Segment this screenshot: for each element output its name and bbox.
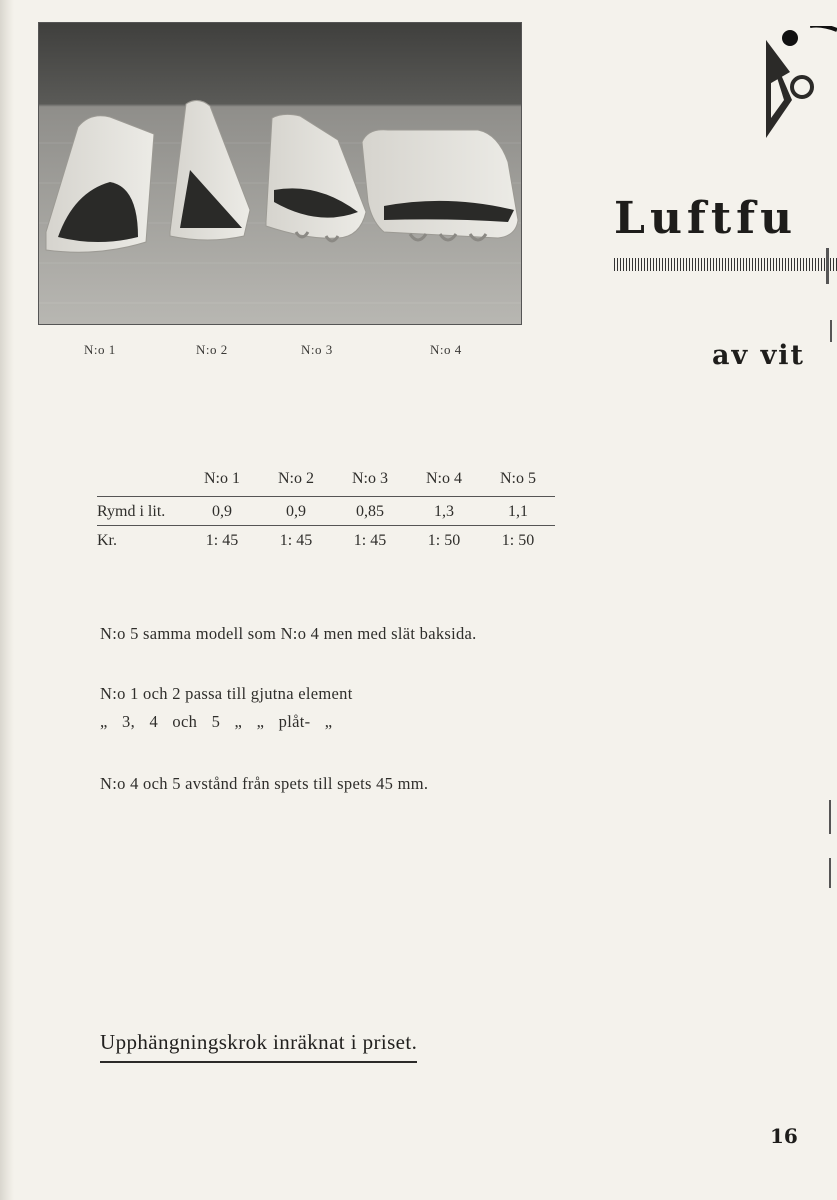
decorative-rule bbox=[614, 258, 837, 271]
table-cell: 0,9 bbox=[185, 497, 259, 526]
column-header: N:o 3 bbox=[333, 470, 407, 497]
photo-caption-no2: N:o 2 bbox=[196, 342, 228, 357]
edge-mark bbox=[826, 248, 829, 284]
price-table bbox=[97, 470, 557, 554]
edge-mark bbox=[829, 858, 831, 888]
table-cell: 0,85 bbox=[333, 497, 407, 526]
column-header: N:o 4 bbox=[407, 470, 481, 497]
table-cell: 1: 45 bbox=[353, 532, 387, 549]
model-note: N:o 5 samma modell som N:o 4 men med slät baksida. bbox=[100, 624, 477, 643]
photo-caption-no4: N:o 4 bbox=[430, 342, 462, 357]
column-header: N:o 2 bbox=[259, 470, 333, 497]
footer-note: Upphängningskrok inräknat i priset. bbox=[100, 1030, 417, 1063]
table-cell: 0,9 bbox=[259, 497, 333, 526]
table-cell: 1: 45 bbox=[205, 532, 239, 549]
column-header: N:o 1 bbox=[185, 470, 259, 497]
humidifier-no4 bbox=[362, 130, 518, 240]
headline: Luftfu bbox=[614, 193, 798, 244]
subheadline: av vit bbox=[712, 340, 805, 371]
table-cell: 1,3 bbox=[407, 497, 481, 526]
fit-note-line2: „ 3, 4 och 5 „ „ plåt- „ bbox=[100, 712, 333, 731]
column-header: N:o 5 bbox=[481, 470, 555, 497]
edge-mark bbox=[830, 320, 832, 342]
distance-note: N:o 4 och 5 avstånd från spets till spets 45 mm. bbox=[100, 774, 429, 793]
fit-note-line1: N:o 1 och 2 passa till gjutna element bbox=[100, 684, 353, 703]
table-row bbox=[97, 526, 555, 555]
table-cell: 1: 45 bbox=[279, 532, 313, 549]
page-number: 16 bbox=[770, 1124, 798, 1148]
page-edge-shadow bbox=[0, 0, 14, 1200]
table-cell: 1,1 bbox=[481, 497, 555, 526]
edge-mark bbox=[829, 800, 831, 834]
photo-caption-no3: N:o 3 bbox=[301, 342, 333, 357]
brand-logo bbox=[760, 26, 837, 141]
row-label: Rymd i lit. bbox=[97, 497, 185, 526]
table-cell: 1: 50 bbox=[501, 532, 535, 549]
table-cell: 1: 50 bbox=[427, 532, 461, 549]
row-label: Kr. bbox=[97, 532, 117, 549]
table-row bbox=[97, 497, 555, 526]
product-photo bbox=[38, 22, 522, 325]
photo-caption-no1: N:o 1 bbox=[84, 342, 116, 357]
